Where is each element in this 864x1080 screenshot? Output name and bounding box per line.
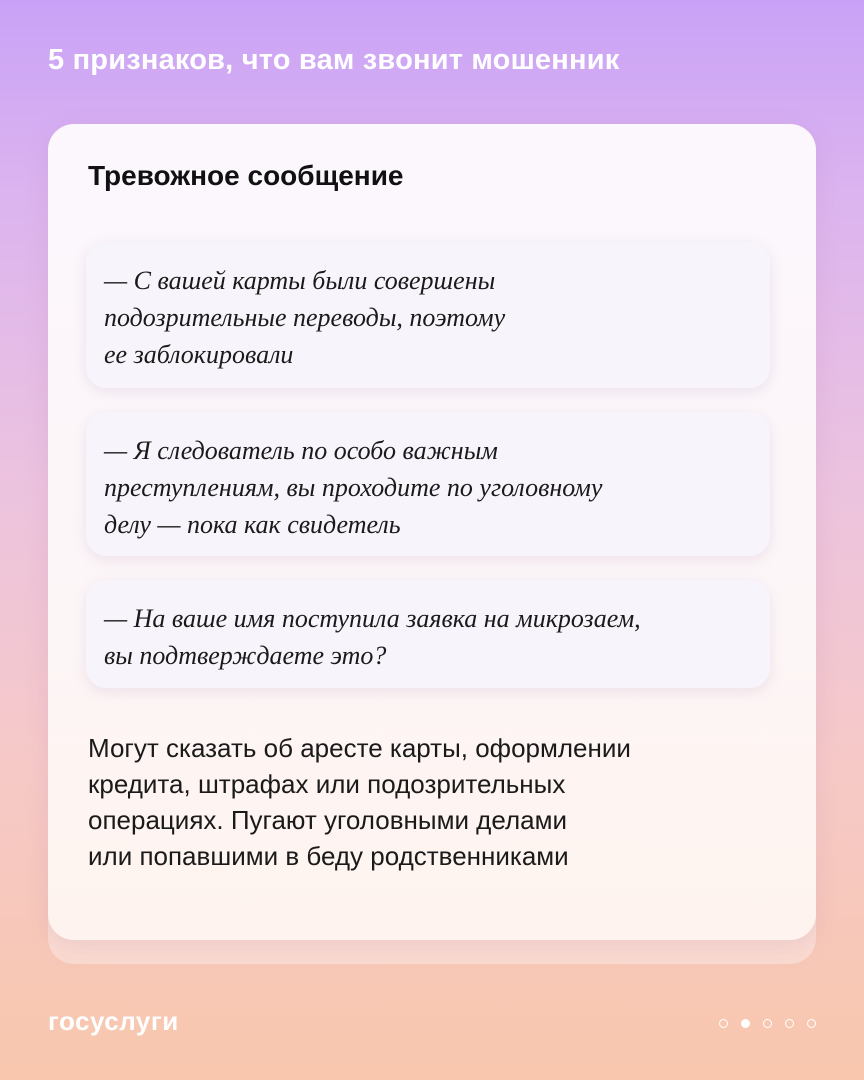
- pagination-dot[interactable]: [807, 1019, 816, 1028]
- pagination-dot[interactable]: [785, 1019, 794, 1028]
- quote-bubble: [86, 580, 770, 688]
- description-text: Могут сказать об аресте карты, оформлении кредита, штрафах или подозрительных операциях. Пугают уголовными делами или попавшими в беду родственниками: [88, 733, 631, 871]
- quote-bubble: [86, 412, 770, 556]
- pagination-dot-active[interactable]: [741, 1019, 750, 1028]
- pagination-dot[interactable]: [719, 1019, 728, 1028]
- pagination-dots[interactable]: [719, 1019, 816, 1028]
- quote-text: — На ваше имя поступила заявка на микрозаем, вы подтверждаете это?: [104, 604, 641, 670]
- quote-text: — Я следователь по особо важным преступлениям, вы проходите по уголовному делу — пока как свидетель: [104, 436, 603, 539]
- content-card: [48, 124, 816, 940]
- pagination-dot[interactable]: [763, 1019, 772, 1028]
- quote-text: — С вашей карты были совершены подозрительные переводы, поэтому ее заблокировали: [104, 266, 506, 369]
- gosuslugi-logo: госуслуги: [48, 1006, 179, 1036]
- page-title: 5 признаков, что вам звонит мошенник: [48, 44, 620, 76]
- card-title: Тревожное сообщение: [88, 160, 404, 191]
- quote-bubble: [86, 242, 770, 388]
